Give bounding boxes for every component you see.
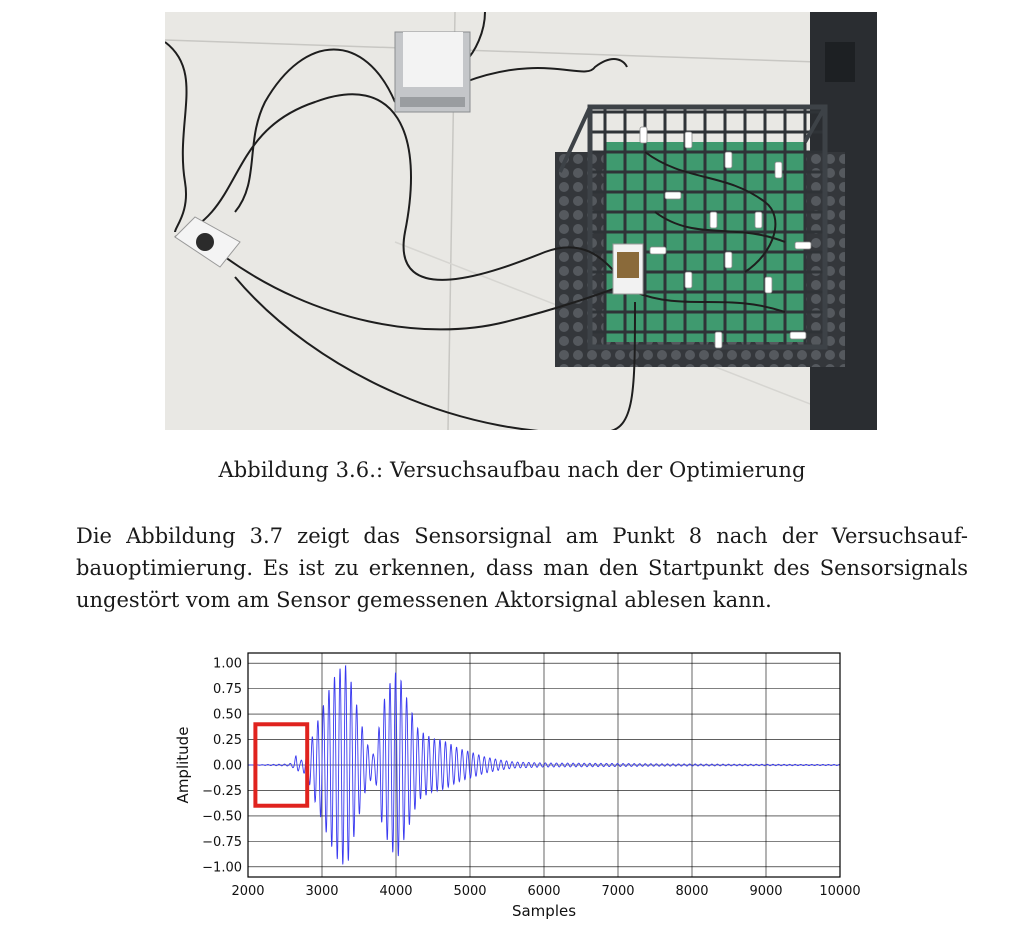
figure-caption: Abbildung 3.6.: Versuchsaufbau nach der Optimierung [218,458,806,482]
y-tick-label: 1.00 [213,656,242,672]
body-paragraph [76,520,968,616]
setup-photo [165,12,877,430]
x-tick-label: 7000 [601,884,635,899]
y-tick-label: −0.50 [202,809,242,825]
x-tick-label: 10000 [819,884,861,899]
y-tick-label: 0.75 [213,682,242,698]
x-tick-label: 9000 [749,884,783,899]
y-tick-label: −1.00 [202,860,242,876]
y-tick-label: 0.25 [213,733,242,749]
sensor-board [613,244,643,294]
paragraph-line: ungestört vom am Sensor gemessenen Aktorsignal ablesen kann. [76,588,772,612]
y-axis-label: Amplitude [174,726,192,804]
x-tick-label: 4000 [379,884,413,899]
y-tick-label: −0.25 [202,783,242,799]
x-tick-label: 8000 [675,884,709,899]
x-axis-ticks [231,884,860,899]
metal-frame [590,107,825,347]
x-tick-label: 5000 [453,884,487,899]
paragraph-line: Die Abbildung 3.7 zeigt das Sensorsignal am Punkt 8 nach der Versuchsauf- [76,524,968,548]
signal-chart [160,640,880,930]
x-tick-label: 2000 [231,884,265,899]
signal-box [395,32,470,112]
x-axis-label: Samples [511,902,577,920]
y-tick-label: 0.50 [213,707,242,723]
x-tick-label: 6000 [527,884,561,899]
paragraph-line: bauoptimierung. Es ist zu erkennen, dass man den Startpunkt des Sensorsignals [76,556,968,580]
y-tick-label: 0.00 [213,758,242,774]
x-tick-label: 3000 [305,884,339,899]
y-tick-label: −0.75 [202,834,242,850]
y-axis-ticks [202,657,242,876]
